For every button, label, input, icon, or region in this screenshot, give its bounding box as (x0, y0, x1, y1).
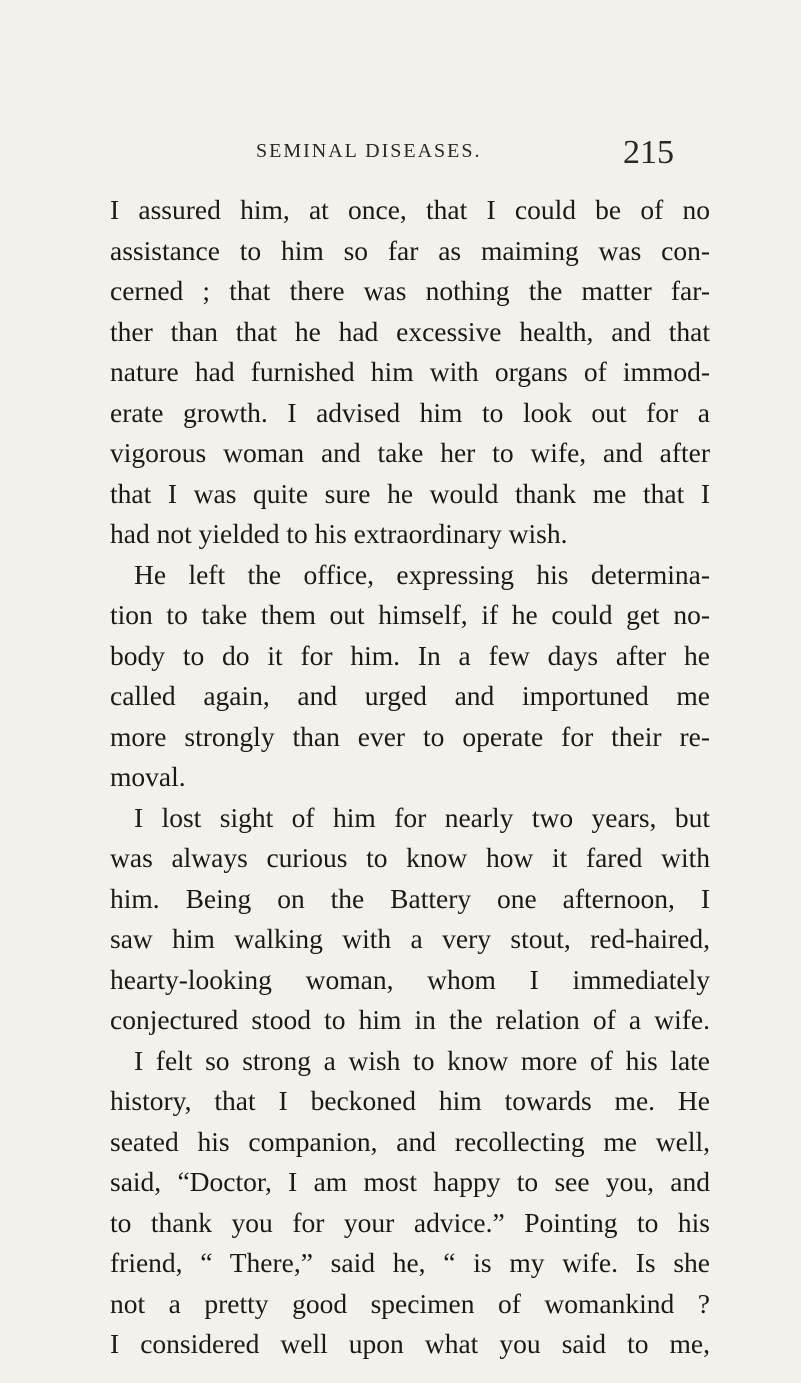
text-line: friend, “ There,” said he, “ is my wife. Is she (110, 1247, 710, 1278)
text-line: I assured him, at once, that I could be of no (110, 194, 710, 225)
text-line: assistance to him so far as maiming was con- (110, 234, 710, 266)
text-line: more strongly than ever to operate for their re- (110, 720, 710, 752)
text-line: seated his companion, and recollecting me well, (110, 1125, 710, 1157)
text-line: saw him walking with a very stout, red-haired, (110, 923, 710, 954)
text-line: cerned ; that there was nothing the matter far- (110, 275, 710, 306)
text-line: to thank you for your advice.” Pointing to his (110, 1206, 710, 1238)
page-number: 215 (623, 134, 674, 171)
text-line: erate growth. I advised him to look out for a (110, 396, 710, 428)
text-line: not a pretty good specimen of womankind ? (110, 1287, 710, 1319)
text-line: had not yielded to his extraordinary wish. (110, 518, 568, 549)
text-line: I felt so strong a wish to know more of his late (134, 1044, 710, 1076)
text-line: history, that I beckoned him towards me. He (110, 1085, 710, 1116)
text-line: body to do it for him. In a few days after he (110, 639, 710, 671)
text-line: was always curious to know how it fared with (110, 842, 710, 873)
text-line: conjectured stood to him in the relation of a wife. (110, 1004, 710, 1035)
text-line: tion to take them out himself, if he could get no- (110, 599, 710, 630)
body-text (110, 190, 710, 1365)
text-line: said, “Doctor, I am most happy to see you, and (110, 1166, 710, 1197)
text-line: He left the office, expressing his determina- (134, 558, 710, 590)
text-line: I considered well upon what you said to me, (110, 1328, 710, 1359)
running-head (256, 134, 674, 174)
text-line: hearty-looking woman, whom I immediately (110, 963, 710, 995)
running-title: SEMINAL DISEASES. (256, 140, 482, 162)
text-line: nature had furnished him with organs of immod- (110, 356, 710, 387)
text-line: ther than that he had excessive health, and that (110, 315, 710, 347)
text-line: called again, and urged and importuned me (110, 680, 710, 711)
text-line: moval. (110, 761, 186, 792)
text-line: that I was quite sure he would thank me that I (110, 477, 710, 509)
text-line: vigorous woman and take her to wife, and after (110, 437, 710, 468)
text-line: him. Being on the Battery one afternoon, I (110, 882, 710, 914)
text-line: I lost sight of him for nearly two years, but (134, 801, 710, 833)
